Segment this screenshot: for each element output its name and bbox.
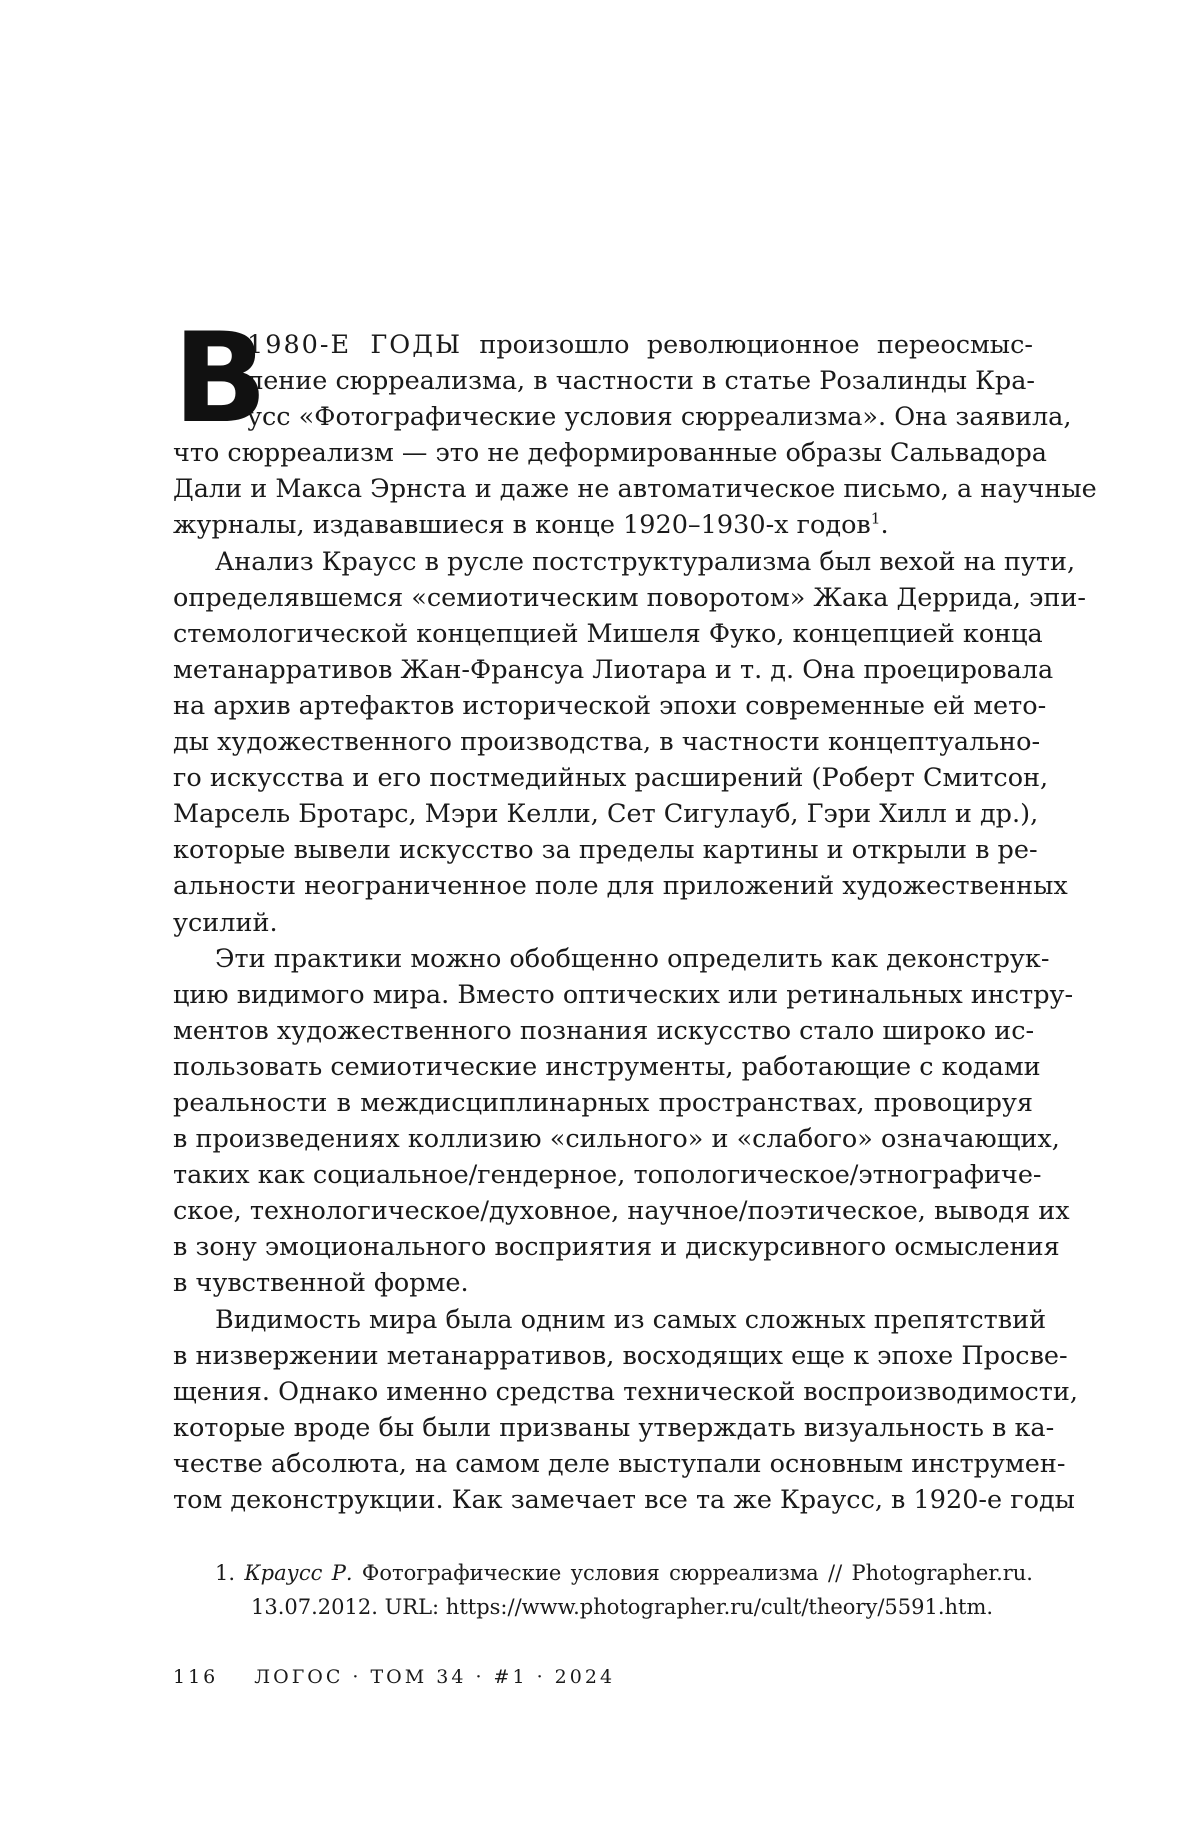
text-line: таких как социальное/гендерное, топологическое/этнографиче- [173, 1160, 1042, 1191]
text-line: на архив артефактов исторической эпохи современные ей мето- [173, 690, 1047, 721]
page-number: 116 [173, 1666, 219, 1688]
paragraph-3 [173, 941, 1074, 1302]
text-line: ментов художественного познания искусство стало широко ис- [173, 1015, 1035, 1046]
text-line: ское, технологическое/духовное, научное/поэтическое, выводя их [173, 1196, 1070, 1227]
text-line: пользовать семиотические инструменты, работающие с кодами [173, 1051, 1041, 1082]
footnote-author: Краусс Р. [244, 1561, 353, 1585]
text-line: ды художественного производства, в частности концептуально- [173, 727, 1041, 758]
text-line: том деконструкции. Как замечает все та же Краусс, в 1920-е годы [173, 1485, 1075, 1515]
footnotes [215, 1556, 1033, 1624]
text-line: цию видимого мира. Вместо оптических или ретинальных инстру- [173, 979, 1074, 1010]
text-line: Эти практики можно обобщенно определить как деконструк- [215, 943, 1050, 974]
footnote-number: 1. [215, 1561, 236, 1585]
text-line: журналы, издававшиеся в конце 1920–1930-х годов$^1$. [173, 509, 889, 541]
text-line: Марсель Бротарс, Мэри Келли, Сет Сигулауб, Гэри Хилл и др.), [173, 799, 1039, 830]
text-line: честве абсолюта, на самом деле выступали основным инструмен- [173, 1448, 1066, 1479]
footnote-reference[interactable]: 1 [870, 509, 881, 528]
text-line: которые вывели искусство за пределы картины и открыли в ре- [173, 835, 1038, 866]
drop-cap: В [173, 307, 268, 451]
footnote-url-line[interactable]: 13.07.2012. URL: https://www.photographer.ru/cult/theory/5591.htm. [251, 1595, 994, 1619]
text-line: которые вроде бы были призваны утверждать визуальность в ка- [173, 1412, 1055, 1443]
paragraph-1 [173, 307, 1097, 544]
text-line: метанарративов Жан-Франсуа Лиотара и т. д. Она проецировала [173, 654, 1054, 685]
paragraph-2 [173, 544, 1086, 941]
text-line: щения. Однако именно средства технической воспроизводимости, [173, 1376, 1078, 1407]
text-line: реальности в междисциплинарных пространствах, провоцируя [173, 1087, 1033, 1118]
journal-title: ЛОГОС · ТОМ 34 · #1 · 2024 [254, 1666, 616, 1688]
text-line: усс «Фотографические условия сюрреализма». Она заявила, [247, 402, 1072, 433]
text-line: ление сюрреализма, в частности в статье Розалинды Кра- [247, 366, 1036, 397]
text-line: Видимость мира была одним из самых сложных препятствий [215, 1304, 1047, 1335]
running-footer [173, 1666, 615, 1688]
text-line: стемологической концепцией Мишеля Фуко, концепцией конца [173, 618, 1043, 649]
opening-smallcaps: 1980-Е ГОДЫ [247, 330, 463, 360]
footnote-line: 1. Краусс Р. Фотографические условия сюрреализма // Photographer.ru. [215, 1561, 1033, 1585]
text-line: в зону эмоционального восприятия и дискурсивного осмысления [173, 1232, 1060, 1263]
text-line: го искусства и его постмедийных расширений (Роберт Смитсон, [173, 763, 1049, 794]
text-line: что сюрреализм — это не деформированные образы Сальвадора [173, 438, 1047, 469]
paragraph-4 [173, 1302, 1078, 1519]
text-line: в чувственной форме. [173, 1268, 469, 1299]
text-line: в произведениях коллизию «сильного» и «слабого» означающих, [173, 1124, 1060, 1155]
text-line: альности неограниченное поле для приложений художественных [173, 871, 1068, 902]
text-line: Дали и Макса Эрнста и даже не автоматическое письмо, а научные [173, 474, 1097, 505]
text-line: 1980-Е ГОДЫ произошло революционное переосмыс- [247, 330, 1034, 360]
main-text [173, 307, 1097, 1518]
text-line: Анализ Краусс в русле постструктурализма был вехой на пути, [215, 546, 1076, 577]
text-line: усилий. [173, 907, 278, 938]
text-line: определявшемся «семиотическим поворотом» Жака Деррида, эпи- [173, 582, 1086, 613]
text-line: в низвержении метанарративов, восходящих еще к эпохе Просве- [173, 1340, 1068, 1371]
